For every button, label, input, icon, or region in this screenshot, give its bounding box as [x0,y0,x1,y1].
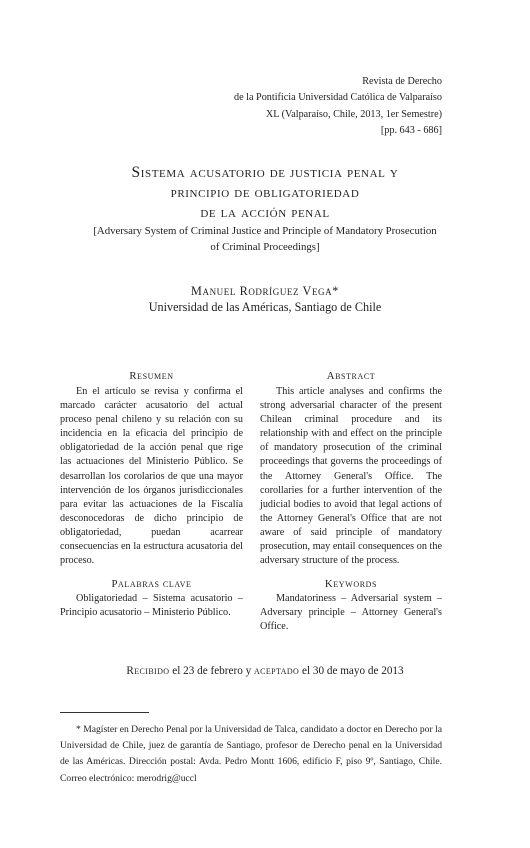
journal-pages: [pp. 643 - 686] [380,124,442,136]
author-footnote: * Magíster en Derecho Penal por la Universidad de Talca, candidato a doctor en Derecho por la Universidad de Chile, juez de garantía de Santiago, profesor de Derecho penal en la Universidad de las Américas. Dirección postal: Avda. Pedro Montt 1606, edificio F, piso 9º, Santiago, Chile. Correo electrónico: merodrig@uccl [60,724,442,784]
author-name: Manuel Rodríguez Vega* [191,284,339,298]
journal-volume: XL (Valparaíso, Chile, 2013, 1er Semestre) [265,108,442,120]
article-title [40,163,490,222]
subtitle-line: [Adversary System of Criminal Justice and Principle of Mandatory Prosecution [93,225,437,237]
journal-header [182,74,442,139]
accepted-label: aceptado [253,665,300,677]
journal-publisher: de la Pontificia Universidad Católica de Valparaíso [233,92,442,104]
author-affiliation: Universidad de las Américas, Santiago de Chile [148,300,382,314]
abstract-keywords-heading: Keywords [324,578,378,590]
title-line: de la acción penal [200,203,330,221]
resumen-heading: Resumen [129,370,174,382]
resumen-keywords: Obligatoriedad – Sistema acusatorio – Principio acusatorio – Ministerio Público. [60,593,243,619]
title-line: principio de obligatoriedad [170,183,360,201]
resumen-keywords-heading: Palabras clave [111,578,192,590]
received-accepted-line [40,665,490,677]
article-subtitle [40,224,490,255]
abstract-heading: Abstract [326,370,376,382]
abstract-text: This article analyses and confirms the strong adversarial character of the present Chilean criminal procedure and its relationship with and effect on the principle of mandatory prosecution of the criminal proceedings that governs the proceedings of the Attorney General's Office. The corollaries for a further intervention of the judicial bodies to avoid that legal actions of the Attorney General's Office that are not aware of said principle of mandatory prosecution, may entail consequences on the adversary structure of the process. [260,386,442,567]
resumen-text: En el artículo se revisa y confirma el marcado carácter acusatorio del actual proceso penal chileno y su relación con su incidencia en la eficacia del principio de obligatoriedad de la acción penal que rige las actuaciones del Ministerio Público. Se desarrollan los corolarios de que una mayor intervención de los órganos jurisdiccionales para evitar las actuaciones de la Fiscalía desconocedoras de dicho principio de obligatoriedad, puedan acarrear consecuencias en la estructura acusatoria del proceso. [60,386,243,567]
accepted-date: el 30 de mayo de 2013 [302,665,404,677]
received-date: el 23 de febrero y [172,665,252,677]
title-line: Sistema acusatorio de justicia penal y [131,164,399,181]
footnote-divider [60,712,149,713]
journal-name: Revista de Derecho [362,76,442,87]
subtitle-line: of Criminal Proceedings] [210,240,320,253]
abstract-keywords: Mandatoriness – Adversarial system – Adversary principle – Attorney General's Office. [260,593,442,633]
received-label: Recibido [126,665,170,677]
